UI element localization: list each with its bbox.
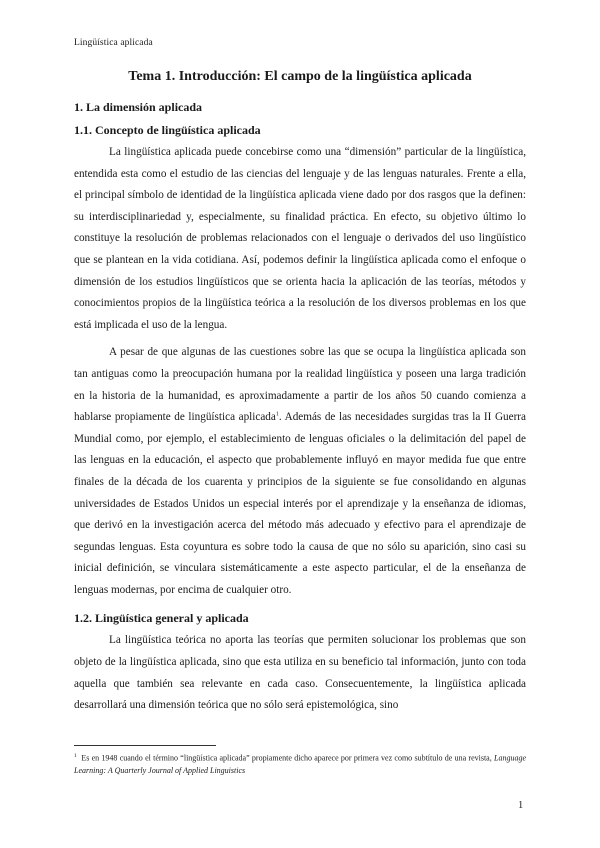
footnote-text: Es en 1948 cuando el término “lingüística aplicada” propiamente dicho aparece por primera vez como subtítulo de una revista, [81, 753, 495, 763]
footnote-divider [74, 745, 216, 746]
document-title: Tema 1. Introducción: El campo de la lingüística aplicada [128, 69, 472, 84]
subsection-heading: 1.1. Concepto de lingüística aplicada [74, 123, 261, 137]
paragraph: La lingüística teórica no aporta las teorías que permiten solucionar los problemas que son objeto de la lingüística aplicada, sino que esta utiliza en su beneficio tal información, junto con toda aquella que también sea relevante en cada caso. Consecuentemente, la lingüística aplicada desarrollará una dimensión teórica que no sólo será epistemológica, sino [74, 634, 526, 712]
footnote-reference[interactable]: 1 [275, 411, 279, 418]
footnote-marker: 1 [74, 753, 77, 759]
paragraph [74, 342, 526, 601]
section-heading: 1. La dimensión aplicada [74, 100, 203, 114]
paragraph-text: . Además de las necesidades surgidas tras la II Guerra Mundial como, por ejemplo, el establecimiento de lenguas oficiales o la delimitación del papel de las lenguas en la educación, el aspecto que probablemente influyó en mayor medida fue que entre finales de la década de los cuarenta y principios de la siguiente se fue consolidando en algunas universidades de Estados Unidos un especial interés por el aprendizaje y la enseñanza de idiomas, que derivó en la investigación acerca del método más adecuado y efectivo para el aprendizaje de segundas lenguas. Esta coyuntura es sobre todo la causa de que no sólo su aparición, sino casi su inicial definición, se vinculara sistemáticamente a este aspecto particular, el de la enseñanza de lenguas modernas, por encima de cualquier otro. [74, 411, 526, 596]
page-number: 1 [518, 800, 524, 811]
footnote [74, 750, 526, 777]
subsection-heading: 1.2. Lingüística general y aplicada [74, 611, 249, 626]
paragraph-text: A pesar de que algunas de las cuestiones sobre las que se ocupa la lingüística aplicada son tan antiguas como la preocupación humana por la realidad lingüística y poseen una larga tradición en la historia de la humanidad, es aproximadamente a partir de los años 50 cuando comienza a hablarse propiamente de lingüística aplicada [74, 346, 526, 424]
paragraph: La lingüística aplicada puede concebirse como una “dimensión” particular de la lingüística, entendida esta como el estudio de las ciencias del lenguaje y de las lenguas naturales. Frente a ella, el principal símbolo de identidad de la lingüística aplicada viene dado por dos rasgos que la definen: su interdisciplinariedad y, especialmente, su finalidad práctica. En efecto, su objetivo último lo constituye la resolución de problemas relacionados con el lenguaje o derivados del uso lingüístico que se plantean en la vida cotidiana. Así, podemos definir la lingüística aplicada como el enfoque o dimensión de los estudios lingüísticos que se orienta hacia la aplicación de las teorías, métodos y conocimientos propios de la lingüística teórica a la resolución de los diversos problemas en los que está implicada el uso de la lengua. [74, 146, 526, 331]
running-header: Lingüística aplicada [74, 38, 153, 48]
footnote-journal-title: Language Learning: A Quarterly Journal of Applied Linguistics [74, 753, 527, 775]
document-body [74, 66, 526, 723]
